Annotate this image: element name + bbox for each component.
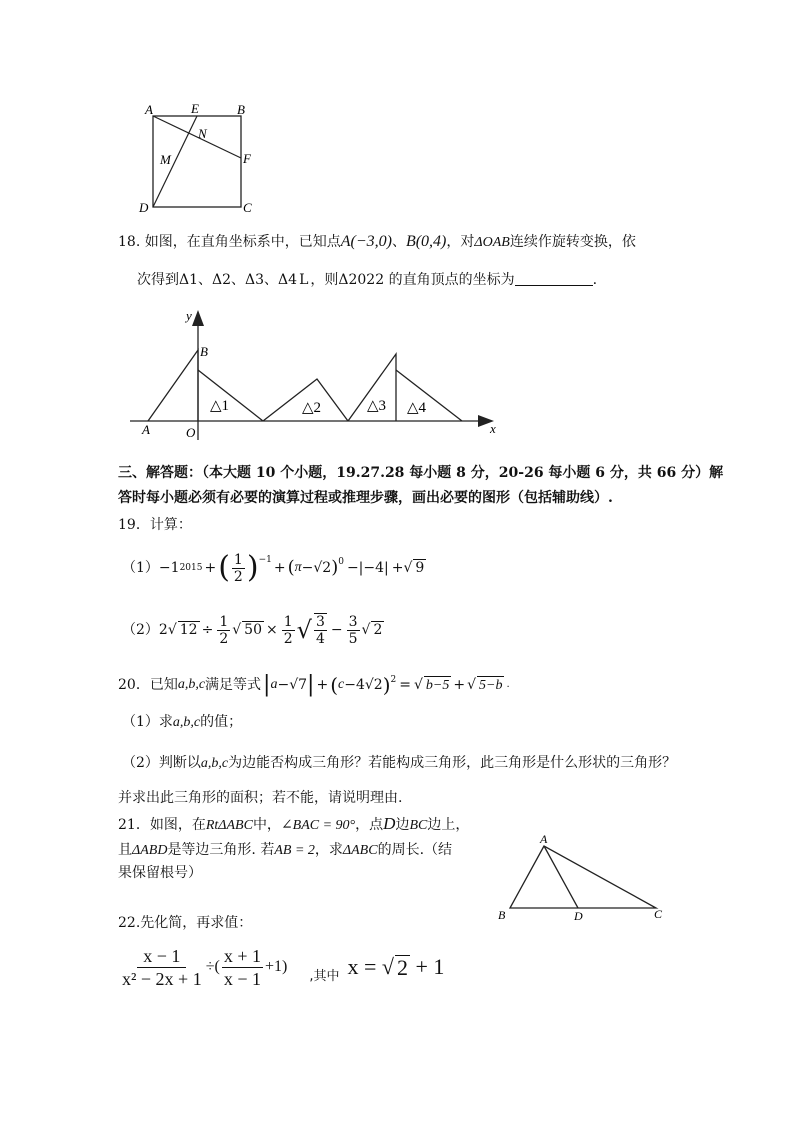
figure-triangle-abc — [494, 832, 670, 922]
q20-sqrt7: −√7 — [277, 677, 308, 693]
q19-p2-frac4 — [347, 614, 360, 647]
q20-p2-vars: a,b,c — [200, 756, 229, 771]
q19-p2-sqrt12: 12 — [179, 622, 198, 638]
q18-point-b: B(0,4) — [405, 233, 447, 250]
q19-p1-label: （1） — [122, 560, 159, 576]
q21-l2d: AB = 2 — [274, 843, 315, 858]
q19-p2-frac3 — [314, 613, 327, 647]
q21-l1c: 中， — [252, 817, 281, 833]
q20-p1-post: 的值； — [200, 714, 243, 730]
q19-p2-f2n: 1 — [283, 613, 293, 630]
q22-f2n: x + 1 — [223, 945, 261, 966]
q21-l2e: ，求 — [314, 842, 343, 858]
q19-p1-half — [232, 552, 245, 585]
triangle-abc — [510, 846, 656, 908]
q22-div: ÷( — [205, 958, 220, 975]
section-heading-line1: 三、解答题：（本大题 10 个小题，19.27.28 每小题 8 分，20-26 每小题 6 分，共 66 分）解 — [118, 465, 724, 481]
q20-vars: a,b,c — [177, 677, 206, 692]
q20-title — [118, 670, 510, 700]
q19-title: 19．计算： — [118, 517, 192, 533]
q20-part2 — [122, 753, 676, 774]
q21-line1 — [118, 814, 469, 836]
q20-sq: 2 — [390, 675, 397, 685]
q19-p2-frac2 — [282, 614, 295, 647]
q20-abs-close: | — [307, 672, 315, 697]
q22-plus1: +1) — [264, 958, 288, 975]
q18-text: 如图，在直角坐标系中，已知点 — [144, 234, 341, 250]
label-c: C — [243, 200, 252, 215]
q19-p1-sqrt2: −√2 — [301, 560, 332, 576]
q22-title: 22.先化简，再求值： — [118, 915, 253, 931]
y-axis-arrow — [192, 310, 204, 326]
q19-p1-sqrt9: 9 — [415, 560, 425, 576]
figure-rotation — [126, 306, 506, 440]
q19-p2-root2: √ — [232, 622, 242, 638]
label-a21: A — [540, 832, 548, 846]
q21-l1e: ，点 — [355, 817, 384, 833]
q19-p2-f1d: 2 — [219, 630, 229, 647]
q20-dot: . — [506, 679, 510, 690]
q19-p2-f4n: 3 — [348, 613, 358, 630]
q19-p2-minus: − — [330, 622, 343, 638]
tri-label-2: △2 — [302, 400, 322, 416]
q21-l2g: 的周长.（结 — [377, 842, 453, 858]
q21-l1h: BC — [409, 818, 428, 833]
q20-a: a — [270, 677, 278, 692]
q18-ellipsis: L — [299, 272, 309, 288]
triangle-oab — [148, 350, 198, 421]
label-f: F — [243, 151, 251, 166]
q18-answer-blank[interactable] — [515, 271, 593, 286]
q22-plus-one: + 1 — [409, 954, 445, 979]
q20-pc: ) — [382, 673, 391, 697]
q21-line3: 果保留根号） — [118, 865, 202, 881]
triangle-4 — [396, 370, 462, 421]
label-y: y — [186, 308, 192, 323]
q20-4sqrt2: −4√2 — [344, 677, 383, 693]
q20-p1-vars: a,b,c — [172, 715, 201, 730]
q19-part1 — [122, 546, 426, 590]
label-d21: D — [574, 909, 583, 922]
q19-p1-t0: −1 — [158, 560, 180, 576]
q18-triangle: ΔOAB — [474, 235, 510, 250]
q18-end: . — [592, 272, 598, 288]
q21-l2f: ΔABC — [342, 843, 378, 858]
label-n: N — [198, 126, 207, 141]
figure-square — [136, 100, 260, 216]
q19-p2-sqrt50: 50 — [244, 622, 262, 638]
q18-sep: 、 — [391, 234, 406, 250]
q21-l1f: D — [383, 814, 396, 833]
q20-p2-pre: （2）判断以 — [122, 755, 201, 771]
q19-p2-root4: √ — [361, 622, 371, 638]
tri-label-4: △4 — [407, 400, 427, 416]
label-a: A — [145, 102, 153, 117]
q18-sequence: 次得到Δ1、Δ2、Δ3、Δ4 — [137, 272, 298, 288]
q21-l1i: 边上， — [427, 817, 470, 833]
q19-p1-plus1: + — [204, 560, 217, 576]
label-m: M — [160, 152, 171, 167]
q19-p1-paren-close: ) — [246, 550, 259, 585]
q18-text-post: 连续作旋转变换，依 — [509, 234, 636, 250]
q20-plus: + — [316, 677, 329, 693]
label-c21: C — [654, 907, 663, 921]
label-b21: B — [498, 908, 506, 922]
q19-p2-frac1 — [217, 614, 230, 647]
q18-text-mid: ，对 — [446, 234, 475, 250]
q19-p2-f3n: 3 — [315, 614, 325, 630]
q21-l1b: RtΔABC — [205, 818, 253, 833]
q19-p1-exp3: 0 — [338, 557, 344, 567]
q19-p1-plus2: + — [273, 560, 286, 576]
q18-line1 — [118, 232, 636, 253]
q19-p1-paren-open: ( — [218, 550, 230, 585]
q19-p2-f1n: 1 — [219, 613, 229, 630]
q21-l1a: 21．如图，在 — [118, 817, 206, 833]
label-x: x — [490, 421, 496, 436]
q19-p1-exp2: −1 — [258, 555, 272, 565]
q18-number: 18. — [118, 234, 141, 250]
q19-p2-root3: √ — [296, 616, 312, 644]
q20-p2-post: 为边能否构成三角形？若能构成三角形，此三角形是什么形状的三角形？ — [228, 755, 677, 771]
q19-p1-p3: ( — [287, 557, 295, 578]
q20-part1 — [122, 712, 242, 733]
q22-sqrt2: 2 — [396, 954, 408, 980]
q22-frac2 — [222, 945, 263, 990]
q18-point-a: A(−3,0) — [340, 233, 392, 250]
q20-p1-pre: （1）求 — [122, 714, 173, 730]
tri-label-1: △1 — [210, 398, 230, 414]
q19-p2-f2d: 2 — [283, 630, 293, 647]
q20-sqrt-5b: 5−b — [479, 678, 503, 693]
q20-r2: √ — [467, 677, 476, 693]
q19-p1-plus3: +√ — [391, 560, 413, 576]
q21-l1d: ∠BAC = 90° — [280, 818, 356, 833]
tri-label-3: △3 — [367, 398, 387, 414]
q22-f1n: x − 1 — [137, 945, 186, 968]
q20-mid: 满足等式 — [205, 677, 262, 693]
q20-part2-line2: 并求出此三角形的面积；若不能，请说明理由. — [118, 790, 403, 806]
triangle-1 — [198, 370, 263, 421]
q21-l2a: 且 — [118, 842, 132, 858]
q22-x-eq: x = — [347, 954, 382, 979]
label-o: O — [186, 425, 196, 440]
q18-line2 — [137, 270, 597, 290]
q19-p2-f4d: 5 — [348, 630, 358, 647]
q20-sqrt-b5: b−5 — [425, 678, 450, 693]
q19-p2-sqrt2: 2 — [373, 622, 383, 638]
q22-f1d: x² − 2x + 1 — [122, 968, 202, 989]
label-b18: B — [200, 344, 208, 359]
q19-p2-div: ÷ — [201, 622, 214, 638]
q22-f2d: x − 1 — [223, 968, 261, 989]
q20-c: c — [338, 677, 345, 692]
q20-po: ( — [330, 673, 338, 697]
label-d: D — [139, 200, 149, 215]
q22-where: ,其中 — [309, 968, 340, 984]
q19-p1-exp: 2015 — [179, 563, 203, 573]
q20-eq: = — [399, 677, 411, 693]
q21-l2c: 是等边三角形. 若 — [167, 842, 275, 858]
q20-plus2: + — [453, 677, 466, 693]
q20-r1: √ — [413, 677, 423, 693]
q20-pre: 20．已知 — [118, 677, 178, 693]
q19-p2-times: × — [266, 622, 278, 638]
q21-l1g: 边 — [395, 817, 410, 833]
label-b: B — [237, 102, 245, 117]
q22-expression — [118, 942, 444, 992]
q19-p1-p4: ) — [331, 557, 339, 578]
q19-p1-abs: −|−4| — [346, 560, 389, 576]
q22-root: √ — [381, 954, 394, 979]
q19-p1-num: 1 — [233, 551, 243, 568]
q19-p2-coef: 2 — [158, 622, 168, 638]
q19-p2-label: （2） — [122, 622, 159, 638]
section-heading-line2: 答时每小题必须有必要的演算过程或推理步骤，画出必要的图形（包括辅助线）. — [118, 490, 613, 506]
q20-abs-open: | — [263, 672, 271, 697]
q19-p1-den: 2 — [233, 568, 243, 585]
q19-part2 — [122, 608, 384, 652]
q19-p2-root-sym: √ — [167, 622, 177, 638]
q22-frac1 — [120, 945, 204, 990]
q19-p1-pi: π — [294, 560, 302, 575]
q19-p2-f3d: 4 — [315, 631, 325, 647]
label-e: E — [191, 101, 199, 116]
q21-l2b: ΔABD — [132, 843, 168, 858]
q21-line2 — [118, 840, 452, 861]
q18-question: ，则Δ2022 的直角顶点的坐标为 — [310, 272, 515, 288]
label-a18: A — [142, 422, 150, 437]
